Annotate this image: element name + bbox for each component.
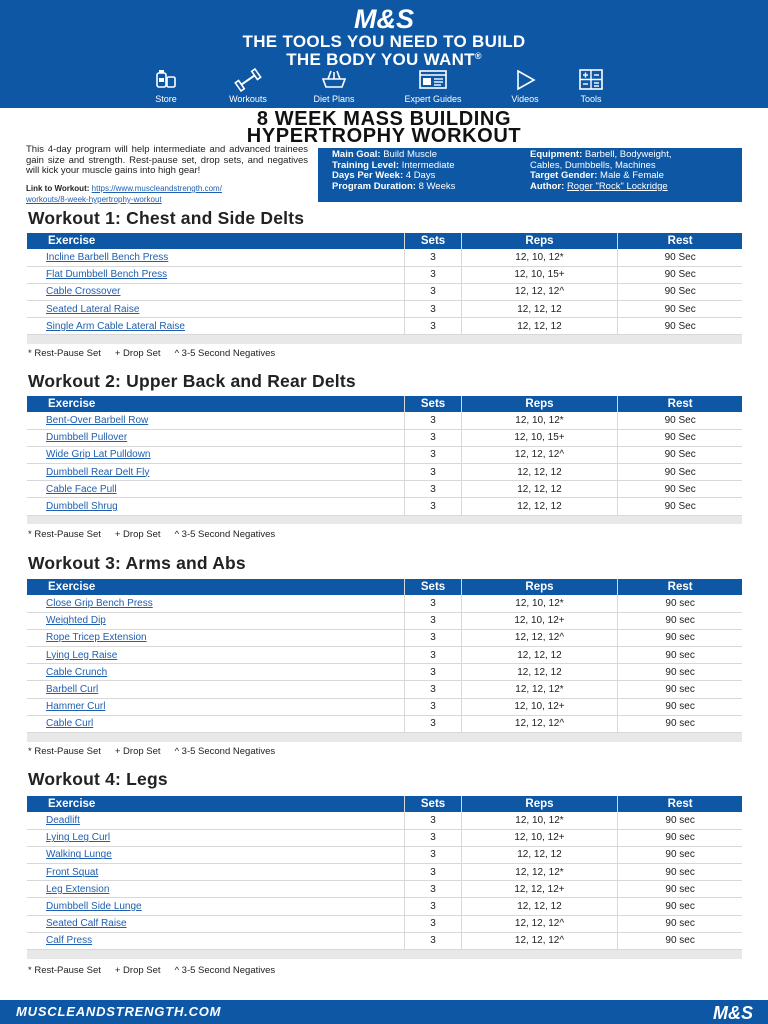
exercise-cell bbox=[27, 412, 405, 429]
table-header-row bbox=[27, 579, 742, 595]
table-footer-cell bbox=[27, 950, 742, 959]
exercise-cell bbox=[27, 481, 405, 498]
legend-rest-pause: * Rest-Pause Set bbox=[28, 965, 101, 976]
rest-cell: 90 sec bbox=[618, 932, 742, 949]
table-row bbox=[27, 681, 742, 698]
exercise-cell bbox=[27, 283, 405, 300]
legend bbox=[28, 348, 289, 359]
reps-cell: 12, 10, 15+ bbox=[461, 429, 618, 446]
sets-cell: 3 bbox=[405, 429, 461, 446]
table-row bbox=[27, 412, 742, 429]
exercise-cell bbox=[27, 698, 405, 715]
table-row bbox=[27, 647, 742, 664]
sets-cell: 3 bbox=[405, 881, 461, 898]
info-equipment: Equipment: Barbell, Bodyweight, bbox=[530, 149, 672, 160]
legend-drop-set: + Drop Set bbox=[114, 529, 161, 540]
intro-text: This 4-day program will help intermediate and advanced trainees gain size and strength. Rest-pause set, drop sets, and negatives will kick your muscle gains into high gear! bbox=[26, 144, 308, 176]
sets-cell: 3 bbox=[405, 829, 461, 846]
column-header-exercise: Exercise bbox=[27, 396, 405, 412]
nav-diet-plans[interactable] bbox=[289, 68, 379, 104]
nav-bar bbox=[0, 68, 768, 104]
table-row bbox=[27, 664, 742, 681]
info-target-gender: Target Gender: Male & Female bbox=[530, 170, 664, 181]
nav-diet-plans-label: Diet Plans bbox=[313, 94, 355, 104]
table-footer-cell bbox=[27, 335, 742, 344]
legend bbox=[28, 529, 289, 540]
sets-cell: 3 bbox=[405, 412, 461, 429]
registered-mark: ® bbox=[474, 51, 482, 61]
info-author: Author: Roger "Rock" Lockridge bbox=[530, 180, 668, 192]
table-row bbox=[27, 429, 742, 446]
column-header-rest: Rest bbox=[618, 233, 742, 249]
exercise-cell bbox=[27, 249, 405, 266]
nav-store[interactable] bbox=[121, 68, 211, 104]
rest-cell: 90 sec bbox=[618, 629, 742, 646]
exercise-link[interactable]: Walking Lunge bbox=[46, 849, 112, 861]
info-program-duration: Program Duration: 8 Weeks bbox=[332, 180, 456, 192]
rest-cell: 90 sec bbox=[618, 829, 742, 846]
nav-tools[interactable] bbox=[546, 68, 636, 104]
exercise-link[interactable]: Cable Curl bbox=[46, 718, 94, 730]
rest-cell: 90 sec bbox=[618, 812, 742, 829]
exercise-link[interactable]: Leg Extension bbox=[46, 883, 110, 895]
reps-cell: 12, 12, 12 bbox=[461, 846, 618, 863]
workout-link-url-2[interactable]: workouts/8-week-hypertrophy-workout bbox=[26, 195, 162, 204]
exercise-link[interactable]: Hammer Curl bbox=[46, 701, 106, 713]
play-icon bbox=[505, 68, 545, 92]
workout-table bbox=[27, 796, 742, 959]
nav-store-label: Store bbox=[155, 94, 177, 104]
rest-cell: 90 Sec bbox=[618, 498, 742, 515]
exercise-link[interactable]: Bent-Over Barbell Row bbox=[46, 414, 149, 426]
reps-cell: 12, 12, 12* bbox=[461, 864, 618, 881]
exercise-link[interactable]: Dumbbell Shrug bbox=[46, 501, 118, 513]
dumbbell-icon bbox=[228, 68, 268, 92]
rest-cell: 90 sec bbox=[618, 898, 742, 915]
table-header-row bbox=[27, 796, 742, 812]
legend-negatives: ^ 3-5 Second Negatives bbox=[174, 746, 276, 757]
table-row bbox=[27, 698, 742, 715]
sets-cell: 3 bbox=[405, 498, 461, 515]
sets-cell: 3 bbox=[405, 846, 461, 863]
exercise-link[interactable]: Single Arm Cable Lateral Raise bbox=[46, 320, 185, 332]
rest-cell: 90 sec bbox=[618, 664, 742, 681]
rest-cell: 90 sec bbox=[618, 698, 742, 715]
exercise-cell bbox=[27, 898, 405, 915]
rest-cell: 90 sec bbox=[618, 681, 742, 698]
table-row bbox=[27, 864, 742, 881]
sets-cell: 3 bbox=[405, 464, 461, 481]
rest-cell: 90 Sec bbox=[618, 429, 742, 446]
table-row bbox=[27, 915, 742, 932]
table-row bbox=[27, 498, 742, 515]
exercise-link[interactable]: Lying Leg Curl bbox=[46, 832, 111, 844]
table-row bbox=[27, 629, 742, 646]
table-row bbox=[27, 812, 742, 829]
exercise-link[interactable]: Front Squat bbox=[46, 866, 99, 878]
tagline-line-2: THE BODY YOU WANT® bbox=[286, 50, 482, 69]
column-header-exercise: Exercise bbox=[27, 796, 405, 812]
sets-cell: 3 bbox=[405, 864, 461, 881]
reps-cell: 12, 12, 12^ bbox=[461, 715, 618, 732]
legend bbox=[28, 965, 289, 976]
column-header-sets: Sets bbox=[405, 796, 461, 812]
table-header-row bbox=[27, 233, 742, 249]
reps-cell: 12, 10, 12* bbox=[461, 249, 618, 266]
info-equipment-cont: Cables, Dumbbells, Machines bbox=[530, 159, 656, 171]
exercise-link[interactable]: Seated Lateral Raise bbox=[46, 303, 140, 315]
reps-cell: 12, 12, 12 bbox=[461, 481, 618, 498]
exercise-link[interactable]: Incline Barbell Bench Press bbox=[46, 251, 169, 263]
rest-cell: 90 sec bbox=[618, 846, 742, 863]
rest-cell: 90 Sec bbox=[618, 301, 742, 318]
sets-cell: 3 bbox=[405, 715, 461, 732]
exercise-cell bbox=[27, 595, 405, 612]
sets-cell: 3 bbox=[405, 318, 461, 335]
exercise-cell bbox=[27, 681, 405, 698]
table-row bbox=[27, 932, 742, 949]
reps-cell: 12, 12, 12 bbox=[461, 664, 618, 681]
store-icon bbox=[146, 68, 186, 92]
diet-icon bbox=[314, 68, 354, 92]
workout-table bbox=[27, 396, 742, 524]
workout-title: Workout 3: Arms and Abs bbox=[28, 553, 246, 573]
table-footer-cell bbox=[27, 733, 742, 742]
column-header-exercise: Exercise bbox=[27, 233, 405, 249]
exercise-cell bbox=[27, 429, 405, 446]
workout-table bbox=[27, 233, 742, 344]
reps-cell: 12, 12, 12 bbox=[461, 898, 618, 915]
rest-cell: 90 Sec bbox=[618, 318, 742, 335]
legend-rest-pause: * Rest-Pause Set bbox=[28, 348, 101, 359]
exercise-cell bbox=[27, 829, 405, 846]
rest-cell: 90 Sec bbox=[618, 412, 742, 429]
table-footer-band bbox=[27, 335, 742, 344]
ms-logo[interactable] bbox=[334, 4, 434, 32]
exercise-cell bbox=[27, 301, 405, 318]
table-row bbox=[27, 318, 742, 335]
exercise-link[interactable]: Rope Tricep Extension bbox=[46, 632, 147, 644]
logo-text: M&S bbox=[354, 4, 414, 32]
exercise-link[interactable]: Flat Dumbbell Bench Press bbox=[46, 269, 168, 281]
table-row bbox=[27, 595, 742, 612]
reps-cell: 12, 12, 12* bbox=[461, 681, 618, 698]
sets-cell: 3 bbox=[405, 629, 461, 646]
exercise-link[interactable]: Cable Crossover bbox=[46, 286, 121, 298]
reps-cell: 12, 12, 12 bbox=[461, 498, 618, 515]
exercise-link[interactable]: Cable Crunch bbox=[46, 666, 108, 678]
reps-cell: 12, 12, 12 bbox=[461, 647, 618, 664]
legend-rest-pause: * Rest-Pause Set bbox=[28, 746, 101, 757]
rest-cell: 90 sec bbox=[618, 715, 742, 732]
page-title-line-2: HYPERTROPHY WORKOUT bbox=[246, 125, 522, 147]
exercise-link[interactable]: Deadlift bbox=[46, 814, 80, 826]
column-header-sets: Sets bbox=[405, 233, 461, 249]
table-row bbox=[27, 481, 742, 498]
exercise-cell bbox=[27, 318, 405, 335]
workout-table bbox=[27, 579, 742, 742]
exercise-link[interactable]: Wide Grip Lat Pulldown bbox=[46, 449, 151, 461]
exercise-cell bbox=[27, 846, 405, 863]
reps-cell: 12, 12, 12^ bbox=[461, 283, 618, 300]
workout-title: Workout 1: Chest and Side Delts bbox=[28, 208, 305, 228]
exercise-link[interactable]: Close Grip Bench Press bbox=[46, 597, 153, 609]
table-row bbox=[27, 446, 742, 463]
exercise-link[interactable]: Weighted Dip bbox=[46, 615, 106, 627]
table-row bbox=[27, 715, 742, 732]
rest-cell: 90 Sec bbox=[618, 464, 742, 481]
sets-cell: 3 bbox=[405, 301, 461, 318]
tagline-line-1: THE TOOLS YOU NEED TO BUILD bbox=[242, 32, 526, 51]
nav-workouts[interactable] bbox=[203, 68, 293, 104]
table-row bbox=[27, 612, 742, 629]
page-title-line-1: 8 WEEK MASS BUILDING bbox=[256, 108, 512, 130]
column-header-rest: Rest bbox=[618, 579, 742, 595]
tagline bbox=[0, 33, 768, 69]
sets-cell: 3 bbox=[405, 812, 461, 829]
nav-tools-label: Tools bbox=[580, 94, 602, 104]
table-row bbox=[27, 249, 742, 266]
table-row bbox=[27, 283, 742, 300]
footer-bar bbox=[0, 1000, 768, 1024]
rest-cell: 90 Sec bbox=[618, 446, 742, 463]
rest-cell: 90 Sec bbox=[618, 283, 742, 300]
table-footer-band bbox=[27, 950, 742, 959]
rest-cell: 90 Sec bbox=[618, 249, 742, 266]
exercise-link[interactable]: Barbell Curl bbox=[46, 684, 99, 696]
table-footer-band bbox=[27, 515, 742, 524]
exercise-cell bbox=[27, 266, 405, 283]
sets-cell: 3 bbox=[405, 681, 461, 698]
nav-videos-label: Videos bbox=[511, 94, 539, 104]
sets-cell: 3 bbox=[405, 481, 461, 498]
sets-cell: 3 bbox=[405, 595, 461, 612]
column-header-reps: Reps bbox=[461, 579, 618, 595]
column-header-exercise: Exercise bbox=[27, 579, 405, 595]
table-row bbox=[27, 881, 742, 898]
exercise-cell bbox=[27, 812, 405, 829]
exercise-link[interactable]: Lying Leg Raise bbox=[46, 649, 118, 661]
legend-drop-set: + Drop Set bbox=[114, 965, 161, 976]
sets-cell: 3 bbox=[405, 446, 461, 463]
legend bbox=[28, 746, 289, 757]
table-header-row bbox=[27, 396, 742, 412]
footer-site-link[interactable]: MUSCLEANDSTRENGTH.COM bbox=[16, 1004, 222, 1019]
rest-cell: 90 sec bbox=[618, 881, 742, 898]
table-row bbox=[27, 464, 742, 481]
legend-negatives: ^ 3-5 Second Negatives bbox=[174, 348, 276, 359]
reps-cell: 12, 10, 12+ bbox=[461, 829, 618, 846]
sets-cell: 3 bbox=[405, 932, 461, 949]
exercise-cell bbox=[27, 647, 405, 664]
sets-cell: 3 bbox=[405, 664, 461, 681]
rest-cell: 90 Sec bbox=[618, 266, 742, 283]
author-link[interactable]: Roger "Rock" Lockridge bbox=[566, 180, 668, 192]
calculator-icon bbox=[571, 68, 611, 92]
reps-cell: 12, 10, 12* bbox=[461, 812, 618, 829]
workout-link-block bbox=[26, 183, 316, 205]
column-header-rest: Rest bbox=[618, 796, 742, 812]
reps-cell: 12, 10, 12+ bbox=[461, 612, 618, 629]
legend-negatives: ^ 3-5 Second Negatives bbox=[174, 529, 276, 540]
exercise-link[interactable]: Seated Calf Raise bbox=[46, 918, 127, 930]
sets-cell: 3 bbox=[405, 915, 461, 932]
column-header-sets: Sets bbox=[405, 396, 461, 412]
sets-cell: 3 bbox=[405, 698, 461, 715]
reps-cell: 12, 12, 12 bbox=[461, 318, 618, 335]
exercise-cell bbox=[27, 446, 405, 463]
exercise-cell bbox=[27, 629, 405, 646]
exercise-link[interactable]: Calf Press bbox=[46, 935, 93, 947]
exercise-cell bbox=[27, 498, 405, 515]
reps-cell: 12, 12, 12^ bbox=[461, 629, 618, 646]
exercise-link[interactable]: Cable Face Pull bbox=[46, 483, 117, 495]
workout-title: Workout 2: Upper Back and Rear Delts bbox=[28, 371, 356, 391]
guide-icon bbox=[413, 68, 453, 92]
legend-negatives: ^ 3-5 Second Negatives bbox=[174, 965, 276, 976]
info-left-column bbox=[332, 150, 455, 192]
rest-cell: 90 sec bbox=[618, 647, 742, 664]
info-training-level: Training Level: Intermediate bbox=[332, 159, 455, 171]
column-header-sets: Sets bbox=[405, 579, 461, 595]
exercise-cell bbox=[27, 915, 405, 932]
reps-cell: 12, 12, 12+ bbox=[461, 881, 618, 898]
workout-link-label: Link to Workout: bbox=[26, 184, 90, 193]
program-info-box bbox=[318, 148, 742, 202]
info-main-goal: Main Goal: Build Muscle bbox=[332, 149, 438, 160]
exercise-link[interactable]: Dumbbell Rear Delt Fly bbox=[46, 466, 150, 478]
reps-cell: 12, 12, 12^ bbox=[461, 932, 618, 949]
legend-rest-pause: * Rest-Pause Set bbox=[28, 529, 101, 540]
sets-cell: 3 bbox=[405, 283, 461, 300]
sets-cell: 3 bbox=[405, 612, 461, 629]
reps-cell: 12, 12, 12 bbox=[461, 301, 618, 318]
rest-cell: 90 sec bbox=[618, 864, 742, 881]
reps-cell: 12, 10, 12+ bbox=[461, 698, 618, 715]
footer-ms-logo[interactable] bbox=[710, 1003, 756, 1021]
reps-cell: 12, 10, 12* bbox=[461, 412, 618, 429]
sets-cell: 3 bbox=[405, 898, 461, 915]
rest-cell: 90 sec bbox=[618, 915, 742, 932]
column-header-reps: Reps bbox=[461, 796, 618, 812]
info-right-column bbox=[530, 150, 672, 192]
reps-cell: 12, 12, 12 bbox=[461, 464, 618, 481]
exercise-link[interactable]: Dumbbell Pullover bbox=[46, 432, 128, 444]
column-header-reps: Reps bbox=[461, 396, 618, 412]
info-days-per-week: Days Per Week: 4 Days bbox=[332, 170, 436, 181]
rest-cell: 90 Sec bbox=[618, 481, 742, 498]
legend-drop-set: + Drop Set bbox=[114, 746, 161, 757]
sets-cell: 3 bbox=[405, 249, 461, 266]
table-row bbox=[27, 846, 742, 863]
header-banner bbox=[0, 0, 768, 108]
legend-drop-set: + Drop Set bbox=[114, 348, 161, 359]
reps-cell: 12, 10, 15+ bbox=[461, 266, 618, 283]
sets-cell: 3 bbox=[405, 647, 461, 664]
reps-cell: 12, 12, 12^ bbox=[461, 915, 618, 932]
exercise-cell bbox=[27, 881, 405, 898]
exercise-cell bbox=[27, 464, 405, 481]
table-footer-cell bbox=[27, 515, 742, 524]
exercise-cell bbox=[27, 932, 405, 949]
sets-cell: 3 bbox=[405, 266, 461, 283]
table-row bbox=[27, 829, 742, 846]
reps-cell: 12, 12, 12^ bbox=[461, 446, 618, 463]
exercise-cell bbox=[27, 612, 405, 629]
rest-cell: 90 sec bbox=[618, 612, 742, 629]
rest-cell: 90 sec bbox=[618, 595, 742, 612]
reps-cell: 12, 10, 12* bbox=[461, 595, 618, 612]
exercise-cell bbox=[27, 864, 405, 881]
workout-title: Workout 4: Legs bbox=[28, 769, 168, 789]
workout-link-url-1[interactable]: https://www.muscleandstrength.com/ bbox=[91, 184, 222, 193]
table-row bbox=[27, 301, 742, 318]
footer-logo-text: M&S bbox=[713, 1003, 753, 1021]
exercise-link[interactable]: Dumbbell Side Lunge bbox=[46, 901, 142, 913]
table-row bbox=[27, 266, 742, 283]
nav-expert-guides[interactable] bbox=[388, 68, 478, 104]
nav-workouts-label: Workouts bbox=[229, 94, 267, 104]
page-title bbox=[0, 108, 768, 147]
table-row bbox=[27, 898, 742, 915]
exercise-cell bbox=[27, 664, 405, 681]
nav-expert-guides-label: Expert Guides bbox=[404, 94, 462, 104]
exercise-cell bbox=[27, 715, 405, 732]
column-header-reps: Reps bbox=[461, 233, 618, 249]
column-header-rest: Rest bbox=[618, 396, 742, 412]
table-footer-band bbox=[27, 733, 742, 742]
